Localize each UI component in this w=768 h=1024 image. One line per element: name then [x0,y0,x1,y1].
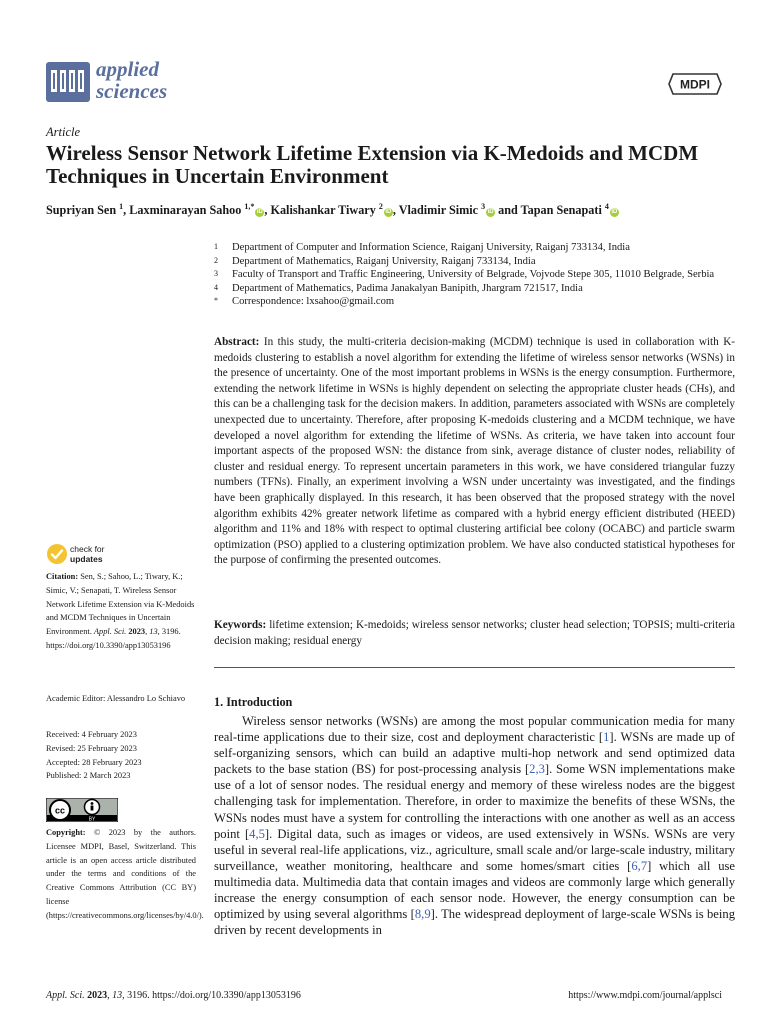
citation-reference-link[interactable]: 6,7 [631,858,648,873]
affiliation-2: 2 Department of Mathematics, Raiganj University, Raiganj 733134, India [214,255,536,267]
affiliation-3: 3 Faculty of Transport and Traffic Engineering, University of Belgrade, Vojvode Stepe 305, 11010 Belgrade, Serbia [214,269,715,281]
introduction-text: ]. The widespread deployment of large-scale WSNs is being driven by recent developments in [214,907,735,938]
section-divider [214,667,735,668]
journal-name [96,58,167,102]
footer-journal: Appl. Sci. [46,990,85,1001]
section-heading: 1. Introduction [214,695,293,709]
check-for-updates-icon[interactable] [46,543,68,565]
date-accepted: Accepted: 28 February 2023 [46,757,142,767]
footer-doi[interactable]: 3196. https://doi.org/10.3390/app13053196 [127,990,301,1001]
journal-logo-icon [46,62,90,102]
keywords-label: Keywords: [214,619,267,631]
article-type: Article [46,125,81,139]
introduction-body [214,713,735,938]
introduction-text: ] which all use multimedia data. Multimedia data that contain images and videos are commonly large which generally increase the energy consumption of each sensor node. However, the energy consumption can be optimized by using several algorithms [ [214,858,736,922]
orcid-icon[interactable]: iD [385,209,392,216]
correspondence: * Correspondence: lxsahoo@gmail.com [214,296,395,308]
abstract-text: In this study, the multi-criteria decision-making (MCDM) technique is used in collaboration with K-medoids clustering to establish a novel algorithm for extending the lifetime of wireless sensor networks (WSNs) in the presence of uncertainty. One of the most important problems in WSNs is the energy consumption. Furthermore, extending the network lifetime in WSNs is highly dependent on selecting the appropriate cluster heads (CHs), and this can be a challenging task for the decision makers. In addition, parameters associated with WSNs are completely unexpected due to uncertainty. Therefore, after proposing K-medoids clustering and a MCDM technique, we have developed a novel algorithm for extending the lifetime of WSNs. As criteria, we have taken into account four important aspects of the proposed WSN: the distance from sink, average distance of cluster nodes, reliability of cluster and residual energy. To represent uncertain parameters in this work, we have considered triangular fuzzy numbers (TFNs). Finally, an experiment involving a WSN under uncertainty was investigated, and the findings have been graphically displayed. In this research, it has been observed that the proposed strategy with the novel algorithm exhibits 42% greater network lifetime as compared with a hybrid energy efficient distributed (HEED) algorithm and 11% and 18% with respect to optimal clustering artificial bee colony (OCABC) and particle swarm optimization (PSO) applied to a clustering optimization problem. We have also conducted statistical hypotheses for the purpose of confirming the presented outcomes. [214,336,736,567]
citation-volume: 13 [149,627,158,637]
citation-text: Sen, S.; Sahoo, L.; Tiwary, K.; Simic, V.; Senapati, T. Wireless Sensor Network Lifetime Extension via K-Medoids and MCDM Techniques in Uncertain Environment. [46,572,195,637]
publisher-name: MDPI [680,77,710,92]
academic-editor: Academic Editor: Alessandro Lo Schiavo [46,694,186,703]
author-1[interactable]: Supriyan Sen $^1$ [46,202,124,218]
orcid-icon[interactable]: iD [256,209,263,216]
author-5[interactable]: Tapan Senapati $^4$iD [520,202,618,218]
citation: Citation: Sen, S.; Sahoo, L.; Tiwary, K.; Simic, V.; Senapati, T. Wireless Sensor Network Lifetime Extension via K-Medoids and MCDM Techniques in Uncertain Environment. Appl. Sci. 2023, 13, 3196. https://doi.org/10.3390/app13053196 [46,572,195,650]
author-4[interactable]: Vladimir Simic $^3$iD [398,202,494,218]
introduction-text: Wireless sensor networks (WSNs) are among the most popular communication media for many real-time applications due to their size, cost and deployment characteristic [ [214,714,735,745]
citation-reference-link[interactable]: 8,9 [414,907,431,922]
citation-journal: Appl. Sci. [93,627,127,637]
orcid-icon[interactable]: iD [611,209,618,216]
introduction-paragraph [214,713,735,938]
author-list: Supriyan Sen $^1$, Laxminarayan Sahoo $^{1,*}$iD , Kalishankar Tiwary $^2$iD , Vladimir Simic $^3$iD and Tapan Senapati $^4$iD [46,202,618,218]
introduction-text: ]. WSNs are made up of self-organizing sensors, which can build an adaptive multi-hop network and send optimized data packets to the base station (BS) for post-processing analysis [ [214,730,735,777]
article-dates [46,728,196,783]
check-for-updates[interactable] [70,545,105,564]
journal-name-line2: sciences [96,79,168,103]
abstract [214,335,735,569]
citation-reference-link[interactable]: 4,5 [249,826,265,841]
affiliation-4: 4 Department of Mathematics, Padima Janakalyan Banipith, Jhargram 721517, India [214,282,583,294]
svg-text:cc: cc [54,805,66,816]
copyright-text: © 2023 by the authors. Licensee MDPI, Basel, Switzerland. This article is an open access article distributed under the terms and conditions of the Creative Commons Attribution (CC BY) license (https://creativecommons.org/licenses/by/4.0/). [46,828,204,920]
copyright-notice [46,826,204,923]
cc-by-label: BY [88,816,96,822]
footer-journal-url[interactable]: https://www.mdpi.com/journal/applsci [568,990,722,1001]
citation-reference-link[interactable]: 2,3 [529,762,545,777]
date-published: Published: 2 March 2023 [46,771,131,781]
citation-year: 2023 [128,627,146,637]
citation-reference-link[interactable]: 1 [603,730,610,745]
introduction-text: ]. Digital data, such as images or videos, are used extensively in WSNs. WSNs are very useful in several real-life applications, viz., agriculture, small scale and/or large-scale industry, military surveillance, weather monitoring, healthcare and some homes/smart cities [ [214,826,735,873]
affiliations [214,241,734,309]
keywords-text: lifetime extension; K-medoids; wireless sensor networks; cluster head selection; TOPSIS; multi-criteria decision making; residual energy [214,619,735,647]
citation-label: Citation: [46,572,79,581]
orcid-icon[interactable]: iD [487,209,494,216]
check-line2: updates [70,553,103,564]
author-2[interactable]: Laxminarayan Sahoo $^{1,*}$iD [129,202,263,218]
footer-citation: Appl. Sci. 2023, 13, 3196. https://doi.org/10.3390/app13053196 [46,990,301,1001]
footer-year: 2023 [87,990,108,1001]
date-received: Received: 4 February 2023 [46,730,137,739]
date-revised: Revised: 25 February 2023 [46,743,137,753]
footer-volume: 13 [112,990,123,1001]
author-3[interactable]: Kalishankar Tiwary $^2$iD [270,202,392,218]
abstract-label: Abstract: [214,336,260,348]
citation-doi[interactable]: 3196. https://doi.org/10.3390/app13053196 [46,627,181,650]
creative-commons-license-icon[interactable] [46,798,118,822]
paper-title: Wireless Sensor Network Lifetime Extension via K-Medoids and MCDM Techniques in Uncertain Environment [46,141,699,188]
copyright-label: Copyright: [46,828,86,837]
check-line1: check for [70,544,105,554]
affiliation-1: 1 Department of Computer and Information Science, Raiganj University, Raiganj 733134, India [214,242,630,253]
introduction-text: ]. Some WSN implementations make use of a lot of sensor nodes. The residual energy and memory of these wireless nodes are the biggest challenging task for implementation. Therefore, in order to maximize the benefits of these WSNs, the WSNs nodes must have a system for controlling the interactions with one another as well as an access point [ [214,762,735,841]
keywords [214,618,735,649]
mdpi-logo-icon [667,72,723,96]
journal-name-line1: applied [96,57,159,81]
